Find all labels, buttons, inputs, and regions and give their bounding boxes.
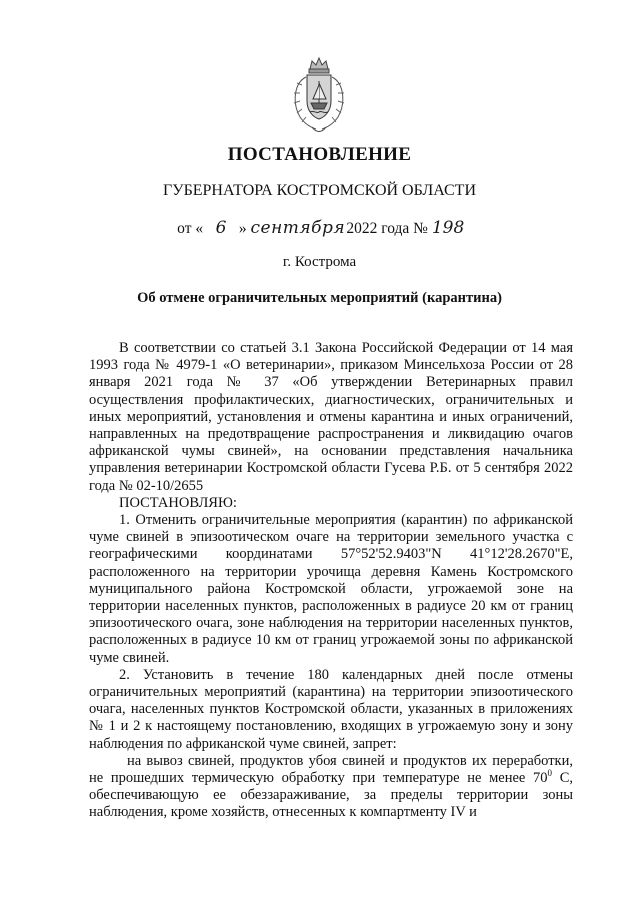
prohibition-paragraph [89, 753, 573, 822]
issuing-authority: ГУБЕРНАТОРА КОСТРОМСКОЙ ОБЛАСТИ [162, 182, 476, 199]
date-quote-close: » [238, 220, 247, 237]
prohibition-text-end: С, обеспечивающую ее обеззараживание, за пределы территории зоны наблюдения, кроме хозяйств, отнесенных к компартменту IV и [89, 770, 573, 821]
coat-of-arms-icon [288, 55, 350, 135]
decree-line: ПОСТАНОВЛЯЮ: [119, 494, 237, 511]
date-line [0, 218, 639, 238]
prohibition-text-start: на вывоз свиней, продуктов убоя свиней и продуктов их переработки, не прошедших термическую обработку при температуре не менее 70 [89, 752, 573, 787]
document-body [89, 340, 573, 822]
city: г. Кострома [282, 254, 357, 270]
intro-paragraph: В соответствии со статьей 3.1 Закона Российской Федерации от 14 мая 1993 года № 4979-1 «О ветеринарии», приказом Минсельхоза России от 28 января 2021 года № 37 «Об утверждении Ветеринарных правил осуществления профилактических, диагностических, ограничительных и иных мероприятий, установления и отмены карантина и иных ограничений, направленных на предотвращение распространения и ликвидацию очагов африканской чумы свиней», на основании представления начальника управления ветеринарии Костромской области Гусева Р.Б. от 5 сентября 2022 года № 02-10/2655 [89, 340, 573, 494]
handwritten-day: 6 [215, 218, 227, 238]
item-1-paragraph: 1. Отменить ограничительные мероприятия (карантин) по африканской чуме свиней в эпизоотическом очаге на территории земельного участка с географическими координатами 57°52'52.9403"N 41°12'28.2670"E, расположенного на территории урочища деревня Камень Костромского муниципального района Костромской области, угрожаемой зоне на территории населенных пунктов, расположенных в радиусе 20 км от границ эпизоотического очага, зоне наблюдения на территории населенных пунктов, расположенных в радиусе 10 км от границ угрожаемой зоны по африканской чуме свиней. [89, 512, 573, 666]
date-prefix: от « [177, 220, 204, 237]
date-year: 2022 года № [346, 220, 428, 237]
document-title: ПОСТАНОВЛЕНИЕ [227, 144, 412, 165]
handwritten-number: 198 [431, 218, 465, 238]
document-heading: Об отмене ограничительных мероприятий (карантина) [137, 290, 502, 306]
handwritten-month: сентября [250, 218, 346, 238]
degree-superscript: 0 [547, 768, 553, 779]
item-2-paragraph: 2. Установить в течение 180 календарных дней после отмены ограничительных мероприятий (карантина) на территории эпизоотического очага, населенных пунктов Костромской области, указанных в приложениях № 1 и 2 к настоящему постановлению, входящих в угрожаемую зону и зону наблюдения по африканской чуме свиней, запрет: [89, 666, 573, 752]
